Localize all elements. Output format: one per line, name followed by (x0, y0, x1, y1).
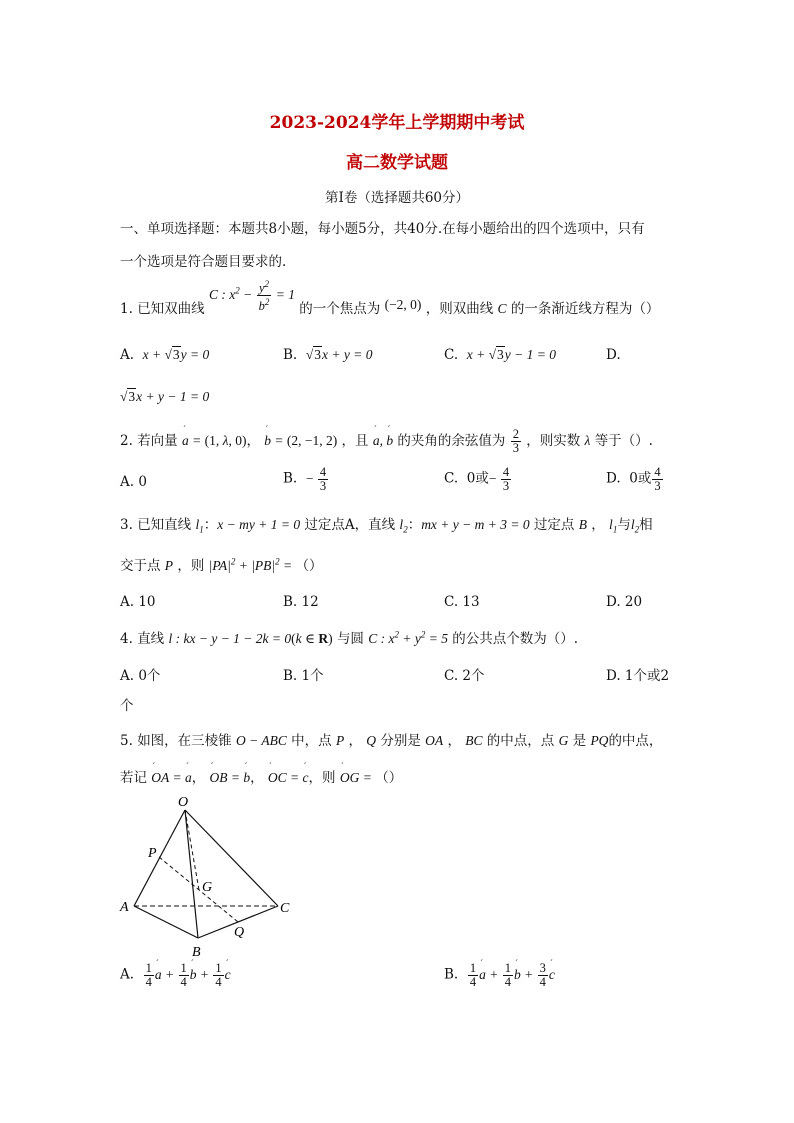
q2-text-b: ，且 (341, 433, 369, 449)
q2-option-c-text: 0或 (466, 470, 489, 487)
q1-option-c-math: x + √3y − 1 = 0 (466, 347, 556, 362)
edge-OC (185, 810, 278, 906)
q3-line-l2: $l_2$：mx + y − m + 3 = 0 (399, 517, 530, 535)
q2-vector-a: ´ a = (1, λ, 0) (182, 433, 246, 448)
q3-l1: $l_1$ (609, 517, 618, 535)
q3-text-h: ，则 (177, 558, 205, 574)
q2-cosine-value: $\frac{2}{3}$ (512, 427, 519, 455)
q2-option-c-label: C. (444, 470, 459, 487)
q1-option-a-label: A. (120, 347, 135, 363)
q1-option-d (120, 389, 209, 405)
q4-option-d-tail: 个 (120, 698, 134, 714)
instructions-line-1: 一、单项选择题：本题共8小题，每小题5分，共40分.在每小题给出的四个选项中，只有 (120, 221, 645, 237)
q3-option-b: B. 12 (283, 594, 319, 610)
q1-option-b-label: B. (283, 347, 298, 363)
q3-text-g: 交于点 (120, 558, 161, 574)
q3-option-c: C. 13 (444, 594, 480, 610)
q5-option-a-math: $\frac{1}{4}$ ´ a + $\frac{1}{4}$ ´ b + $\frac{1}{4}$ ´ c (143, 967, 231, 982)
exam-title: 2023-2024学年上学期期中考试 (269, 113, 525, 133)
q5-option-b (444, 962, 555, 989)
q4-option-d: D. 1个或2 (606, 668, 670, 684)
label-Q: Q (234, 925, 245, 940)
q3-expression: $|PA|^2 + |PB|^2$ = (208, 556, 296, 573)
q4-line-eq: l : kx − y − 1 − 2k = 0(k ∈ R) (168, 631, 333, 646)
q3-text-f: 相 (639, 517, 653, 533)
q5-point-G: G (558, 733, 569, 748)
q4-circle-eq: C : $x^2 + y^2 = 5$ (368, 629, 448, 646)
q1-option-b (283, 347, 372, 363)
q3-option-a: A. 10 (120, 594, 156, 610)
q1-option-c-label: C. (444, 347, 459, 363)
q2-option-b-label: B. (283, 470, 298, 487)
q1-text-d: 的一条渐近线方程为（） (510, 300, 660, 317)
q1-option-b-math: √3x + y = 0 (305, 347, 373, 362)
q5-text-f: 的中点，点 (486, 733, 555, 749)
q5-text-c: ， (348, 733, 362, 749)
q2-text-a: 若向量 (137, 433, 178, 449)
q3-point-B: B (578, 517, 587, 532)
edge-AB (134, 906, 198, 938)
q2-option-d-label: D. (606, 470, 621, 487)
q2-option-c-math: − $\frac{4}{3}$ (488, 465, 510, 493)
q3-l2: $l_2$ (630, 517, 640, 535)
exam-subtitle: 高二数学试题 (346, 153, 448, 173)
q4-option-c: C. 2个 (444, 668, 485, 684)
q2-option-b (283, 466, 329, 493)
q5-text-d: 分别是 (380, 733, 421, 749)
q1-text-b: 的一个焦点为 (299, 300, 381, 317)
q1-option-a-math: x + √3y = 0 (142, 347, 210, 362)
q4-text-c: 的公共点个数为（）. (452, 631, 579, 647)
q4-text-b: 与圆 (336, 631, 364, 647)
tetrahedron-figure (112, 790, 312, 960)
q5-point-Q: Q (366, 733, 377, 748)
q2-vector-b: ´ b = (2, −1, 2) (264, 433, 337, 448)
q5-text-e: ， (447, 733, 461, 749)
question-2-stem: 2. 若向量 ´ a = (1, λ, 0)， ´ b = (2, −1, 2) ，且 ´ a, ´ b 的夹角的余弦值为 $\frac{2}{3}$ ，则实数 λ 等于（）. (120, 428, 653, 455)
q5-vec-OA: ´ OA = ´ a (151, 770, 191, 785)
label-A: A (120, 900, 129, 915)
q5-text-j: ，则 (308, 770, 336, 786)
q4-option-b: B. 1个 (283, 668, 324, 684)
q1-focus: (−2, 0) (384, 296, 422, 312)
q4-number: 4. (120, 631, 133, 647)
q1-option-c (444, 347, 556, 363)
q5-vec-OC: ´ OC = ´ c (268, 770, 309, 785)
q2-option-a: A. 0 (120, 474, 147, 490)
q5-option-b-label: B. (444, 966, 459, 983)
q5-text-g: 是 (572, 733, 587, 749)
q1-curve-C: C (497, 300, 507, 316)
q3-text-c: 过定点 (533, 517, 575, 533)
q5-option-a (120, 962, 231, 989)
question-1-stem (120, 279, 660, 327)
q2-lambda: λ (584, 433, 591, 448)
q3-point-P: P (164, 558, 174, 573)
q2-option-c (444, 466, 512, 493)
q5-vec-OG: ´ OG = (340, 770, 375, 785)
q5-option-b-math: $\frac{1}{4}$ ´ a + $\frac{1}{4}$ ´ b + $\frac{3}{4}$ ´ c (467, 967, 555, 982)
q2-vectors-ab: ´ a, ´ b (373, 433, 393, 448)
q5-BC: BC (465, 733, 483, 748)
q2-text-e: 等于（）. (594, 433, 653, 449)
instructions-line-2: 一个选项是符合题目要求的. (120, 254, 287, 270)
q2-option-b-math: − $\frac{4}{3}$ (305, 465, 327, 493)
q2-number: 2. (120, 433, 133, 449)
q3-text-i: （） (295, 558, 323, 574)
question-3-stem-cont (120, 554, 322, 574)
q1-text-a: 已知双曲线 (137, 300, 205, 317)
q3-text-b: 过定点A，直线 (304, 517, 396, 533)
q3-text-a: 已知直线 (137, 517, 192, 533)
q5-vec-OB: ´ OB = ´ b (209, 770, 250, 785)
q5-number: 5. (120, 733, 133, 749)
q4-option-a: A. 0个 (120, 668, 161, 684)
question-4-stem (120, 627, 578, 647)
q3-number: 3. (120, 517, 133, 533)
label-P: P (148, 846, 157, 861)
q5-text-a: 如图，在三棱锥 (137, 733, 232, 749)
q5-option-a-label: A. (120, 966, 135, 983)
q5-PQ: PQ (590, 733, 609, 748)
label-B: B (192, 945, 201, 960)
q3-text-e: 与 (617, 517, 631, 533)
q1-hyperbola-eq: C : $x^2$ − $\frac{y^2}{b^2}$ = 1 (208, 279, 295, 314)
q5-text-b: 中，点 (291, 733, 332, 749)
q5-OA: OA (425, 733, 444, 748)
q3-line-l1: $l_1$：x − my + 1 = 0 (195, 517, 301, 535)
q4-text-a: 直线 (137, 631, 165, 647)
q1-option-d-math: √3x + y − 1 = 0 (120, 389, 210, 404)
q5-point-P: P (335, 733, 345, 748)
q2-text-c: 的夹角的余弦值为 (397, 433, 506, 449)
q2-text-d: ，则实数 (526, 433, 581, 449)
question-5-stem (120, 729, 662, 749)
q1-number: 1. (120, 300, 133, 317)
q1-option-a (120, 347, 209, 363)
label-C: C (280, 901, 290, 916)
q1-option-d-label: D. (606, 347, 621, 363)
question-3-stem (120, 513, 653, 535)
q2-option-d-math: $\frac{4}{3}$ (654, 465, 661, 493)
q5-text-h: 的中点， (608, 733, 663, 749)
label-O: O (178, 795, 189, 810)
q2-option-d-text: 0或 (629, 470, 652, 487)
q1-text-c: ，则双曲线 (425, 300, 494, 317)
q3-text-d: ， (591, 517, 605, 533)
q5-text-k: （） (375, 770, 403, 786)
question-5-stem-cont: 若记 ´ OA = ´ a， ´ OB = ´ b， ´ OC = ´ c，则 ´ OG = （） (120, 766, 402, 786)
label-G: G (202, 880, 213, 895)
section-heading: 第Ⅰ卷（选择题共60分） (324, 190, 469, 206)
q5-text-i: 若记 (120, 770, 147, 786)
q3-option-d: D. 20 (606, 594, 643, 610)
q5-pyramid: O − ABC (235, 733, 287, 748)
q2-option-d (606, 466, 664, 493)
